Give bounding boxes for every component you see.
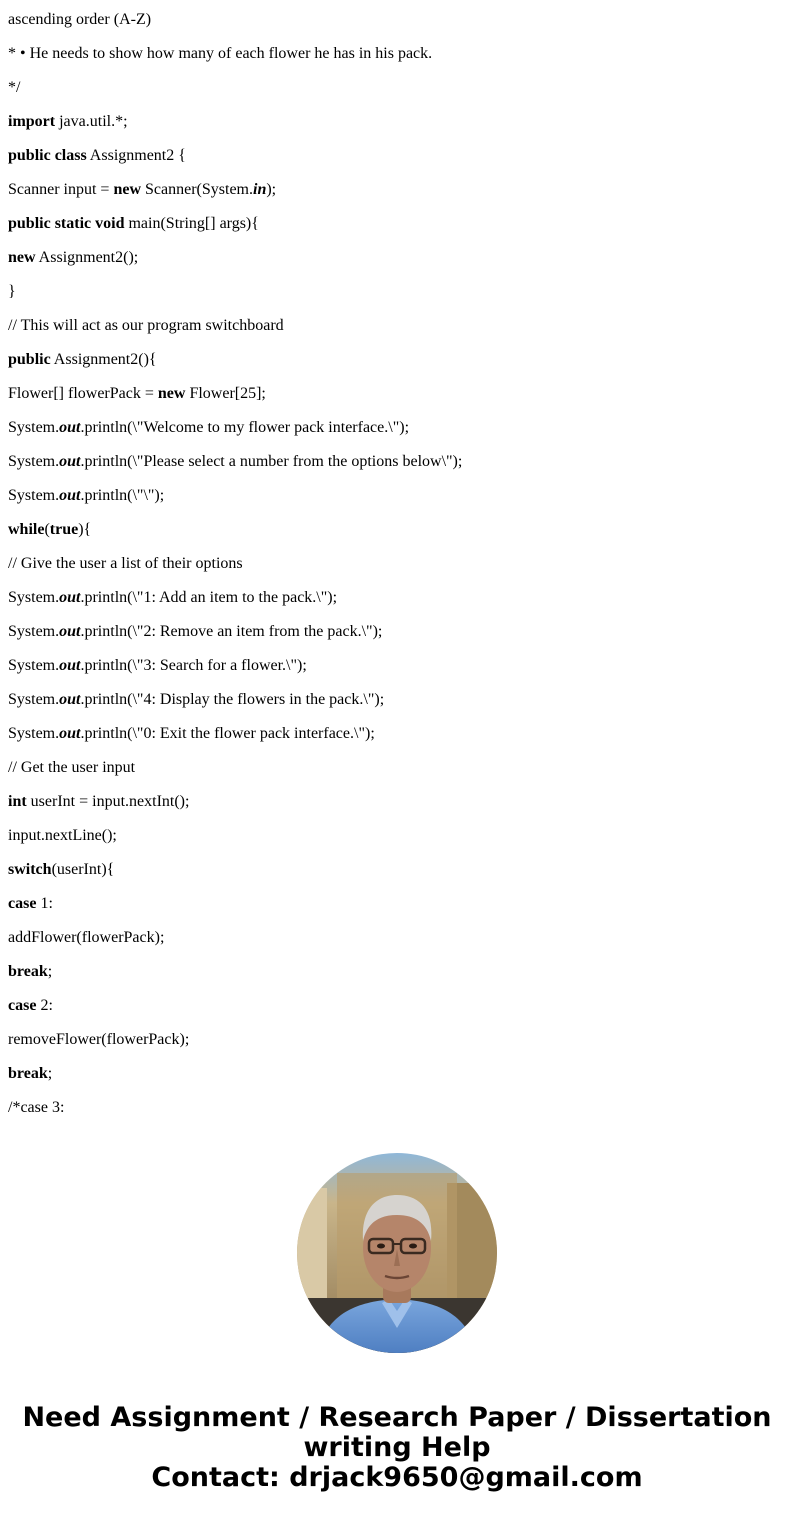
code-text: .println(\"3: Search for a flower.\"); — [80, 657, 307, 674]
code-line — [8, 79, 788, 97]
code-text: Scanner(System. — [141, 181, 253, 198]
promo-line-1: Need Assignment / Research Paper / Dissertation — [22, 1402, 772, 1433]
code-line — [8, 997, 788, 1015]
code-text: 1: — [36, 895, 53, 912]
code-line — [8, 725, 788, 743]
code-text: } — [8, 283, 16, 300]
code-text: main(String[] args){ — [124, 215, 259, 232]
code-text: Flower[] flowerPack = — [8, 385, 158, 402]
code-text: ; — [47, 963, 53, 980]
author-avatar — [297, 1153, 497, 1353]
code-line — [8, 351, 788, 369]
code-keyword: int — [8, 793, 27, 810]
code-line — [8, 1065, 788, 1083]
code-text: ; — [47, 1065, 53, 1082]
code-text: * • He needs to show how many of each flower he has in his pack. — [8, 45, 433, 62]
code-line — [8, 1031, 788, 1049]
code-text: userInt = input.nextInt(); — [26, 793, 190, 810]
code-line — [8, 113, 788, 131]
code-keyword: while — [8, 521, 45, 538]
code-text: input.nextLine(); — [8, 827, 117, 844]
promo-banner — [0, 1403, 794, 1493]
code-line — [8, 249, 788, 267]
code-text: java.util.*; — [55, 113, 128, 130]
code-static-field: out — [59, 589, 81, 606]
code-listing — [8, 11, 788, 1133]
code-line — [8, 861, 788, 879]
code-keyword: new — [157, 385, 186, 402]
code-line — [8, 147, 788, 165]
code-text: System. — [8, 657, 60, 674]
code-static-field: out — [59, 453, 81, 470]
code-keyword: break — [8, 1065, 48, 1082]
code-keyword: public class — [8, 147, 87, 164]
code-static-field: in — [253, 181, 267, 198]
code-text: Scanner input = — [8, 181, 114, 198]
code-text: (userInt){ — [51, 861, 115, 878]
code-line — [8, 521, 788, 539]
code-line — [8, 317, 788, 335]
code-line — [8, 963, 788, 981]
code-text: ascending order (A-Z) — [8, 11, 152, 28]
code-static-field: out — [59, 487, 81, 504]
code-text: .println(\"4: Display the flowers in the pack.\"); — [80, 691, 385, 708]
code-text: System. — [8, 691, 60, 708]
code-line — [8, 929, 788, 947]
code-line — [8, 657, 788, 675]
code-text: .println(\"1: Add an item to the pack.\"); — [80, 589, 338, 606]
code-keyword: new — [113, 181, 142, 198]
code-text: System. — [8, 487, 60, 504]
code-line — [8, 181, 788, 199]
code-keyword: public static void — [8, 215, 125, 232]
code-keyword: switch — [8, 861, 52, 878]
code-line — [8, 623, 788, 641]
code-keyword: break — [8, 963, 48, 980]
code-text: Assignment2 { — [86, 147, 186, 164]
code-line — [8, 895, 788, 913]
code-static-field: out — [59, 419, 81, 436]
code-text: .println(\"2: Remove an item from the pack.\"); — [80, 623, 383, 640]
code-text: Assignment2(){ — [50, 351, 157, 368]
code-line — [8, 215, 788, 233]
code-text: .println(\"Please select a number from the options below\"); — [80, 453, 463, 470]
code-keyword: new — [8, 249, 36, 266]
code-line — [8, 419, 788, 437]
code-text: */ — [8, 79, 21, 96]
code-static-field: out — [59, 725, 81, 742]
code-line — [8, 283, 788, 301]
promo-line-2: writing Help — [303, 1432, 491, 1463]
code-keyword: import — [8, 113, 56, 130]
code-line — [8, 589, 788, 607]
code-line — [8, 555, 788, 573]
code-line — [8, 1099, 788, 1117]
code-text: System. — [8, 419, 60, 436]
code-line — [8, 793, 788, 811]
code-static-field: out — [59, 623, 81, 640]
code-text: /*case 3: — [8, 1099, 65, 1116]
code-text: .println(\"0: Exit the flower pack interface.\"); — [80, 725, 375, 742]
code-text: System. — [8, 589, 60, 606]
code-text: .println(\"\"); — [80, 487, 165, 504]
portrait-image — [297, 1153, 497, 1353]
code-text: removeFlower(flowerPack); — [8, 1031, 190, 1048]
code-line — [8, 45, 788, 63]
code-text: System. — [8, 725, 60, 742]
code-line — [8, 453, 788, 471]
code-line — [8, 11, 788, 29]
code-line — [8, 759, 788, 777]
code-text: ( — [44, 521, 50, 538]
code-line — [8, 385, 788, 403]
code-line — [8, 487, 788, 505]
promo-contact: Contact: drjack9650@gmail.com — [151, 1462, 643, 1493]
code-static-field: out — [59, 691, 81, 708]
code-keyword: case — [8, 997, 37, 1014]
code-text: addFlower(flowerPack); — [8, 929, 165, 946]
code-text: Flower[25]; — [185, 385, 266, 402]
code-text: System. — [8, 623, 60, 640]
code-text: 2: — [36, 997, 53, 1014]
code-line — [8, 827, 788, 845]
code-text: ); — [266, 181, 277, 198]
code-text: ){ — [78, 521, 92, 538]
code-keyword: true — [49, 521, 79, 538]
code-text: // This will act as our program switchboard — [8, 317, 284, 334]
code-text: .println(\"Welcome to my flower pack interface.\"); — [80, 419, 410, 436]
code-text: // Give the user a list of their options — [8, 555, 243, 572]
code-line — [8, 691, 788, 709]
code-text: // Get the user input — [8, 759, 136, 776]
code-static-field: out — [59, 657, 81, 674]
code-keyword: public — [8, 351, 51, 368]
code-text: Assignment2(); — [35, 249, 139, 266]
code-keyword: case — [8, 895, 37, 912]
code-text: System. — [8, 453, 60, 470]
